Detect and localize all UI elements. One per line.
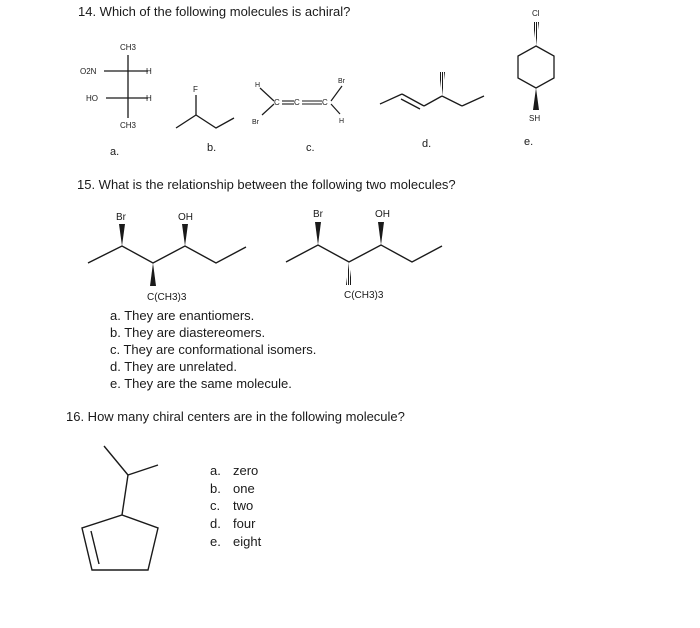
14c-c1: C: [274, 98, 280, 107]
14a-bottom-label: CH3: [120, 121, 137, 130]
14c-c3: C: [322, 98, 328, 107]
q16-option-d-letter: d.: [210, 516, 221, 531]
14a-choice-label: a.: [110, 146, 120, 158]
14c-br-left: Br: [252, 119, 259, 126]
molecule-14a-fischer: [80, 43, 152, 130]
q15-option-d: d. They are unrelated.: [110, 359, 237, 374]
q16-option-c-letter: c.: [210, 498, 221, 513]
molecule-14b: [176, 85, 234, 128]
q15-m1-tbu: C(CH3)3: [147, 292, 187, 303]
q15-m2-tbu: C(CH3)3: [344, 290, 384, 301]
q16-option-a-letter: a.: [210, 463, 221, 478]
q15-m1-br: Br: [116, 212, 126, 223]
q16-option-b-letter: b.: [210, 481, 221, 496]
molecule-14c-allene: [252, 78, 346, 126]
q15-molecule-2: [286, 209, 442, 301]
q16-option-b-text: one: [233, 481, 255, 496]
14c-h-right: H: [339, 118, 345, 125]
14e-choice-label: e.: [524, 136, 534, 148]
molecule-14e-cyclohexane: [518, 9, 554, 123]
14b-f-label: F: [193, 85, 198, 94]
14a-top-label: CH3: [120, 43, 137, 52]
q14-prompt: 14. Which of the following molecules is achiral?: [78, 4, 351, 19]
14a-ho-label: HO: [86, 94, 98, 103]
q15-option-e: e. They are the same molecule.: [110, 376, 292, 391]
q15-option-b: b. They are diastereomers.: [110, 325, 266, 340]
14b-choice-label: b.: [207, 142, 217, 154]
14c-c2: C: [294, 98, 300, 107]
q16-option-e-letter: e.: [210, 534, 221, 549]
q16-option-d-text: four: [233, 516, 256, 531]
14a-h1-label: H: [146, 67, 152, 76]
q15-m2-oh: OH: [375, 209, 390, 220]
14e-sh-label: SH: [529, 114, 541, 123]
q16-option-e-text: eight: [233, 534, 262, 549]
q16-option-c-text: two: [233, 498, 254, 513]
q15-option-c: c. They are conformational isomers.: [110, 342, 317, 357]
q16-molecule: [82, 446, 158, 570]
q15-m2-br: Br: [313, 209, 323, 220]
14c-choice-label: c.: [306, 142, 315, 154]
14a-h2-label: H: [146, 94, 152, 103]
q16-prompt: 16. How many chiral centers are in the following molecule?: [66, 409, 405, 424]
q16-option-a-text: zero: [233, 463, 259, 478]
q15-option-a: a. They are enantiomers.: [110, 308, 255, 323]
q15-m1-oh: OH: [178, 212, 193, 223]
q15-molecule-1: [88, 212, 246, 303]
14c-br-right: Br: [338, 78, 345, 85]
q15-prompt: 15. What is the relationship between the following two molecules?: [77, 177, 456, 192]
14e-cl-label: Cl: [532, 9, 540, 18]
14d-choice-label: d.: [422, 138, 432, 150]
molecule-14d: [380, 72, 484, 109]
14c-h-left: H: [255, 82, 261, 89]
14a-o2n-label: O2N: [80, 67, 97, 76]
